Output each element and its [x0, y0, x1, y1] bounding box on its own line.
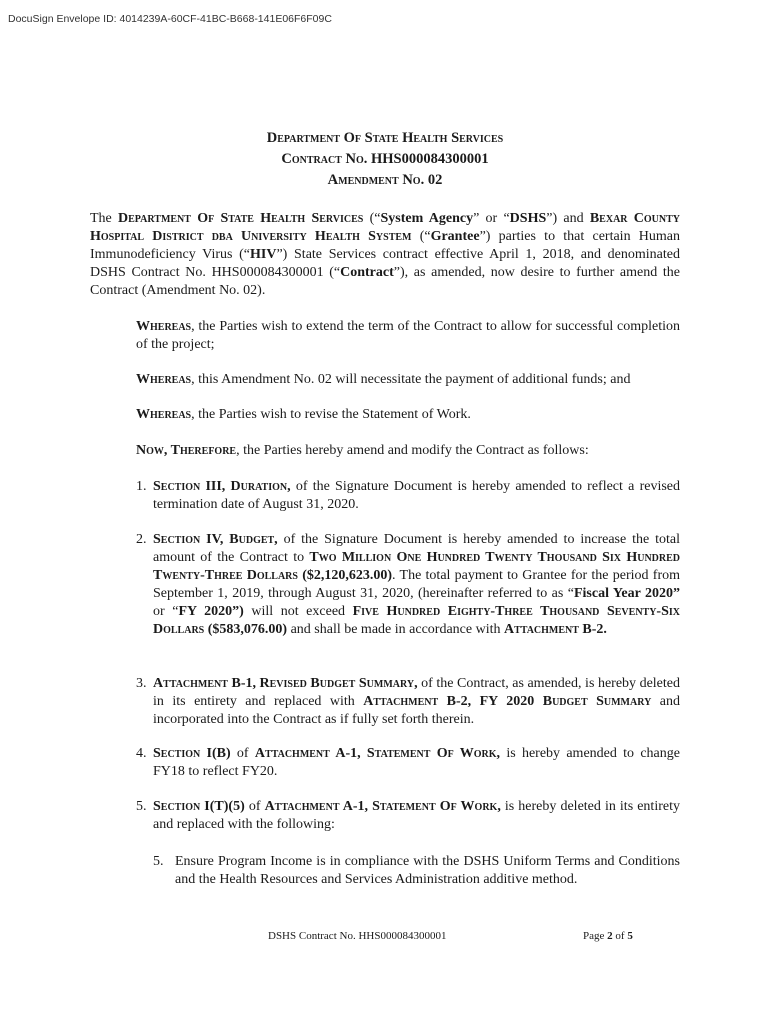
whereas-clause-2: Whereas, this Amendment No. 02 will necessitate the payment of additional funds; and [136, 372, 631, 387]
amendment-item-4: 4. Section I(B) of Attachment A-1, Statement Of Work, is hereby amended to change FY18 to reflect FY20. [136, 746, 680, 779]
grantee-name: Bexar County Hospital District dba University Health System [90, 211, 680, 244]
docusign-envelope-id: DocuSign Envelope ID: 4014239A-60CF-41BC-B668-141E06F6F09C [8, 13, 332, 25]
amendment-item-2: 2. Section IV, Budget, of the Signature Document is hereby amended to increase the total amount of the Contract to Two Million One Hundred Twenty Thousand Six Hundred Twenty-Three Dollars ($2,120,623.00). The total payment to Grantee for the period from September 1, 2019, through August 31, 2020, (hereinafter referred to as “Fiscal Year 2020” or “FY 2020”) will not exceed Five Hundred Eighty-Three Thousand Seventy-Six Dollars ($583,076.00) and shall be made in accordance with Attachment B-2. [136, 532, 680, 637]
amendment-item-3: 3. Attachment B-1, Revised Budget Summary, of the Contract, as amended, is hereby deleted in its entirety and replaced with Attachment B-2, FY 2020 Budget Summary and incorporated into the Contract as if fully set forth therein. [136, 676, 681, 727]
department-name: Department Of State Health Services [118, 211, 364, 226]
title-department: Department Of State Health Services [266, 130, 504, 146]
title-amendment-number: Amendment No. 02 [327, 172, 443, 188]
replacement-subsection: 5. Ensure Program Income is in compliance with the DSHS Uniform Terms and Conditions and the Health Resources and Services Administration additive method. [153, 854, 680, 887]
title-contract-number: Contract No. HHS000084300001 [281, 151, 489, 167]
now-therefore-clause: Now, Therefore, the Parties hereby amend and modify the Contract as follows: [136, 443, 589, 458]
footer-contract-number: DSHS Contract No. HHS000084300001 [268, 930, 447, 942]
amendment-item-1: 1. Section III, Duration, of the Signature Document is hereby amended to reflect a revised termination date of August 31, 2020. [136, 479, 680, 512]
whereas-clause-1: Whereas, the Parties wish to extend the term of the Contract to allow for successful completion of the project; [136, 319, 680, 352]
amendment-item-5: 5. Section I(T)(5) of Attachment A-1, Statement Of Work, is hereby deleted in its entirety and replaced with the following: [136, 799, 680, 832]
whereas-clause-3: Whereas, the Parties wish to revise the Statement of Work. [136, 407, 471, 422]
footer-page-number: Page 2 of 5 [583, 930, 633, 942]
intro-paragraph: The Department Of State Health Services (“System Agency” or “DSHS”) and Bexar County Hospital District dba University Health System (“Grantee”) parties to that certain Human Immunodeficiency Virus (“HIV”) State Services contract effective April 1, 2018, and denominated DSHS Contract No. HHS000084300001 (“Contract”), as amended, now desire to further amend the Contract (Amendment No. 02). [90, 211, 680, 298]
document-title [0, 128, 770, 191]
